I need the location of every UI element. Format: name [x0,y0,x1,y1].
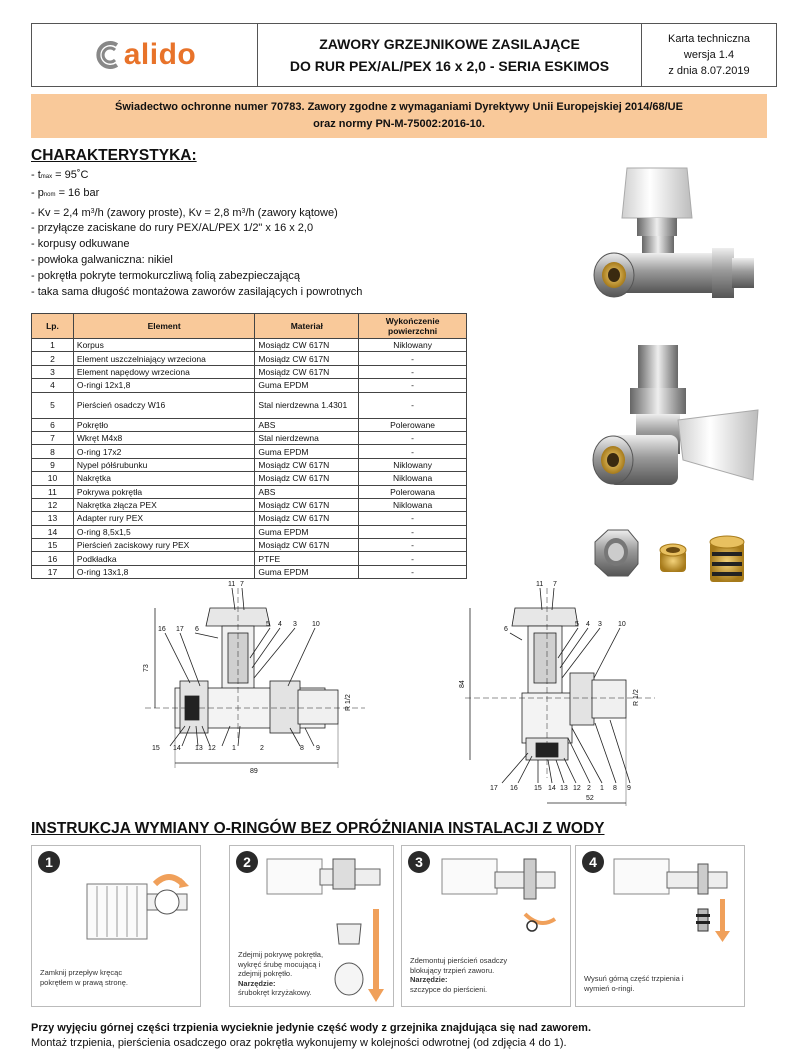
step-description: Zdemontuj pierścień osadczy blokujący trzpień zaworu. Narzędzie: szczypce do pierścieni. [410,956,508,994]
straight-valve-photo [592,158,762,313]
cell-element: Wkręt M4x8 [73,431,255,444]
cell-material: Mosiądz CW 617N [255,365,359,378]
header-lp: Lp. [32,314,74,339]
callout-7: 7 [553,581,557,588]
cell-finish: Niklowana [359,498,467,511]
card-version: wersja 1.4 [683,49,735,61]
callout-1: 1 [600,785,604,792]
callout-11: 11 [228,581,236,588]
characteristics-title: CHARAKTERYSTYKA: [31,147,197,164]
table-row [32,485,467,498]
step-number: 1 [38,851,60,873]
calido-c-icon [93,39,123,71]
table-row [32,539,467,552]
cert-line-1: Świadectwo ochronne numer 70783. Zawory zgodne z wymaganiami Dyrektywy Unii Europejskiej 2014/68/UE [115,101,683,113]
cell-lp: 7 [32,431,74,444]
instruction-steps [31,845,753,1010]
dim-width: 52 [586,795,594,802]
cell-lp: 1 [32,339,74,352]
callout-17: 17 [490,785,498,792]
step-description: Zdejmij pokrywę pokrętła, wykręć śrubę mocującą i zdejmij pokrętło. Narzędzie: śrubokręt krzyżakowy. [238,950,324,997]
ring-removal-illustration [440,854,568,954]
cell-finish: - [359,365,467,378]
callout-10: 10 [618,621,626,628]
callout-8: 8 [613,785,617,792]
cell-lp: 11 [32,485,74,498]
title-line-1: ZAWORY GRZEJNIKOWE ZASILAJĄCE [319,36,580,52]
callout-5: 5 [575,621,579,628]
oring-replacement-illustration [612,854,740,964]
header-material: Materiał [255,314,359,339]
cell-lp: 9 [32,458,74,471]
callout-8: 8 [300,745,304,752]
table-row [32,365,467,378]
table-row [32,392,467,418]
cell-material: Mosiądz CW 617N [255,498,359,511]
step-number: 4 [582,851,604,873]
parts-table [31,313,467,579]
callout-16: 16 [158,626,166,633]
callout-17: 17 [176,626,184,633]
spec-tmax: - tmax = 95˚C [31,169,89,181]
card-date: z dnia 8.07.2019 [668,65,750,77]
table-row [32,525,467,538]
callout-6: 6 [195,626,199,633]
spec-item: - korpusy odkuwane [31,238,130,251]
cell-finish: Polerowana [359,485,467,498]
table-row [32,458,467,471]
cell-lp: 8 [32,445,74,458]
logo-cell [32,24,258,86]
cell-material: PTFE [255,552,359,565]
dim-height: 73 [143,664,150,672]
cell-finish: - [359,552,467,565]
spec-kv: - Kv = 2,4 $m^3/h$ (zawory proste), Kv = 2,8 $m^3/h$ (zawory kątowe) [31,206,338,219]
cell-element: Nakrętka złącza PEX [73,498,255,511]
cell-lp: 17 [32,565,74,578]
radiator-illustration [77,864,197,944]
cell-material: Mosiądz CW 617N [255,472,359,485]
cell-finish: - [359,565,467,578]
table-row [32,418,467,431]
step-description: Wysuń górną część trzpienia i wymień o-ringi. [584,974,684,993]
callout-4: 4 [278,621,282,628]
callout-1: 1 [232,745,236,752]
cell-material: Mosiądz CW 617N [255,339,359,352]
cell-material: Mosiądz CW 617N [255,352,359,365]
cell-lp: 6 [32,418,74,431]
cell-element: Pokrętło [73,418,255,431]
step-number: 3 [408,851,430,873]
cell-finish: - [359,525,467,538]
parts-table-body [32,339,467,579]
callout-13: 13 [560,785,568,792]
angle-valve-photo [588,340,768,505]
cell-lp: 15 [32,539,74,552]
cell-material: Guma EPDM [255,525,359,538]
callout-16: 16 [510,785,518,792]
cell-material: Mosiądz CW 617N [255,512,359,525]
cell-element: Adapter rury PEX [73,512,255,525]
spec-pnom: - pnom = 16 bar [31,186,100,199]
instruction-step-2 [229,845,394,1007]
certification-band [31,94,767,138]
cell-finish: - [359,352,467,365]
callout-2: 2 [260,745,264,752]
callout-10: 10 [312,621,320,628]
card-label: Karta techniczna [668,33,750,45]
instruction-step-4 [575,845,745,1007]
callout-15: 15 [152,745,160,752]
cell-material: Mosiądz CW 617N [255,458,359,471]
table-header-row [32,314,467,339]
callout-9: 9 [627,785,631,792]
cell-lp: 16 [32,552,74,565]
cell-lp: 10 [32,472,74,485]
callout-15: 15 [534,785,542,792]
table-row [32,498,467,511]
header-finish: Wykończenie powierzchni [359,314,467,339]
cell-material: Mosiądz CW 617N [255,539,359,552]
header-element: Element [73,314,255,339]
cell-finish: - [359,392,467,418]
callout-5: 5 [266,621,270,628]
cell-element: Element napędowy wrzeciona [73,365,255,378]
table-row [32,565,467,578]
cell-lp: 5 [32,392,74,418]
cell-element: O-ring 8,5x1,5 [73,525,255,538]
footer-note-1: Przy wyjęciu górnej części trzpienia wycieknie jedynie część wody z grzejnika znajdująca się nad zaworem. [31,1022,591,1034]
callout-12: 12 [208,745,216,752]
cell-finish: Niklowany [359,339,467,352]
callout-3: 3 [598,621,602,628]
straight-valve-drawing [140,578,380,778]
callout-7: 7 [240,581,244,588]
cell-material: Guma EPDM [255,445,359,458]
cell-lp: 13 [32,512,74,525]
document-header [31,23,777,87]
cell-material: Stal nierdzewna 1.4301 [255,392,359,418]
cell-finish: Polerowane [359,418,467,431]
cell-element: O-ring 13x1,8 [73,565,255,578]
dim-width: 89 [250,768,258,775]
dim-height: 84 [459,680,466,688]
cell-lp: 12 [32,498,74,511]
calido-logo [93,38,197,72]
callout-11: 11 [536,581,544,588]
callout-4: 4 [586,621,590,628]
title-line-2: DO RUR PEX/AL/PEX 16 x 2,0 - SERIA ESKIMOS [289,58,610,74]
instruction-step-1 [31,845,201,1007]
cell-element: Nypel półśrubunku [73,458,255,471]
spec-item: - taka sama długość montażowa zaworów zasilających i powrotnych [31,285,363,298]
instruction-step-3 [401,845,571,1007]
cell-material: Guma EPDM [255,565,359,578]
cell-finish: - [359,379,467,392]
callout-14: 14 [173,745,181,752]
step-number: 2 [236,851,258,873]
cell-material: ABS [255,418,359,431]
cell-element: O-ringi 12x1,8 [73,379,255,392]
document-title [258,24,642,86]
table-row [32,339,467,352]
cell-material: Guma EPDM [255,379,359,392]
cell-lp: 3 [32,365,74,378]
thread-label: R 1/2 [633,689,640,706]
spec-item: - pokrętła pokryte termokurczliwą folią zabezpieczającą [31,269,301,282]
cell-finish: - [359,445,467,458]
callout-3: 3 [293,621,297,628]
table-row [32,472,467,485]
cell-element: Nakrętka [73,472,255,485]
cell-lp: 14 [32,525,74,538]
spec-item: - przyłącze zaciskane do rury PEX/AL/PEX 1/2" x 16 x 2,0 [31,222,314,235]
table-row [32,552,467,565]
cert-line-2: oraz normy PN-M-75002:2016-10. [313,118,485,130]
cell-finish: - [359,539,467,552]
table-row [32,445,467,458]
cell-finish: Niklowana [359,472,467,485]
thread-label: R 1/2 [345,694,352,711]
callout-13: 13 [195,745,203,752]
cell-material: Stal nierdzewna [255,431,359,444]
cell-element: Korpus [73,339,255,352]
callout-9: 9 [316,745,320,752]
logo-wordmark: alido [123,38,197,71]
instructions-title: INSTRUKCJA WYMIANY O-RINGÓW BEZ OPRÓŻNIANIA INSTALACJI Z WODY [31,820,605,837]
cell-lp: 4 [32,379,74,392]
cell-finish: - [359,431,467,444]
cell-element: Pokrywa pokrętła [73,485,255,498]
callout-12: 12 [573,785,581,792]
cell-finish: - [359,512,467,525]
cell-element: Podkładka [73,552,255,565]
cell-element: Element uszczelniający wrzeciona [73,352,255,365]
angle-valve-drawing [460,578,670,808]
cell-element: Pierścień zaciskowy rury PEX [73,539,255,552]
footer-note-2: Montaż trzpienia, pierścienia osadczego oraz pokrętła wykonujemy w kolejności odwrotnej (od zdjęcia 4 do 1). [31,1037,567,1049]
step-description: Zamknij przepływ kręcąc pokrętłem w prawą stronę. [40,968,128,987]
table-row [32,379,467,392]
callout-14: 14 [548,785,556,792]
callout-2: 2 [587,785,591,792]
cell-finish: Niklowany [359,458,467,471]
callout-6: 6 [504,626,508,633]
table-row [32,512,467,525]
cell-element: Pierścień osadczy W16 [73,392,255,418]
cell-lp: 2 [32,352,74,365]
cell-element: O-ring 17x2 [73,445,255,458]
spec-item: - powłoka galwaniczna: nikiel [31,253,173,266]
version-info [642,24,776,86]
cell-material: ABS [255,485,359,498]
table-row [32,352,467,365]
table-row [32,431,467,444]
spec-list [31,168,362,300]
